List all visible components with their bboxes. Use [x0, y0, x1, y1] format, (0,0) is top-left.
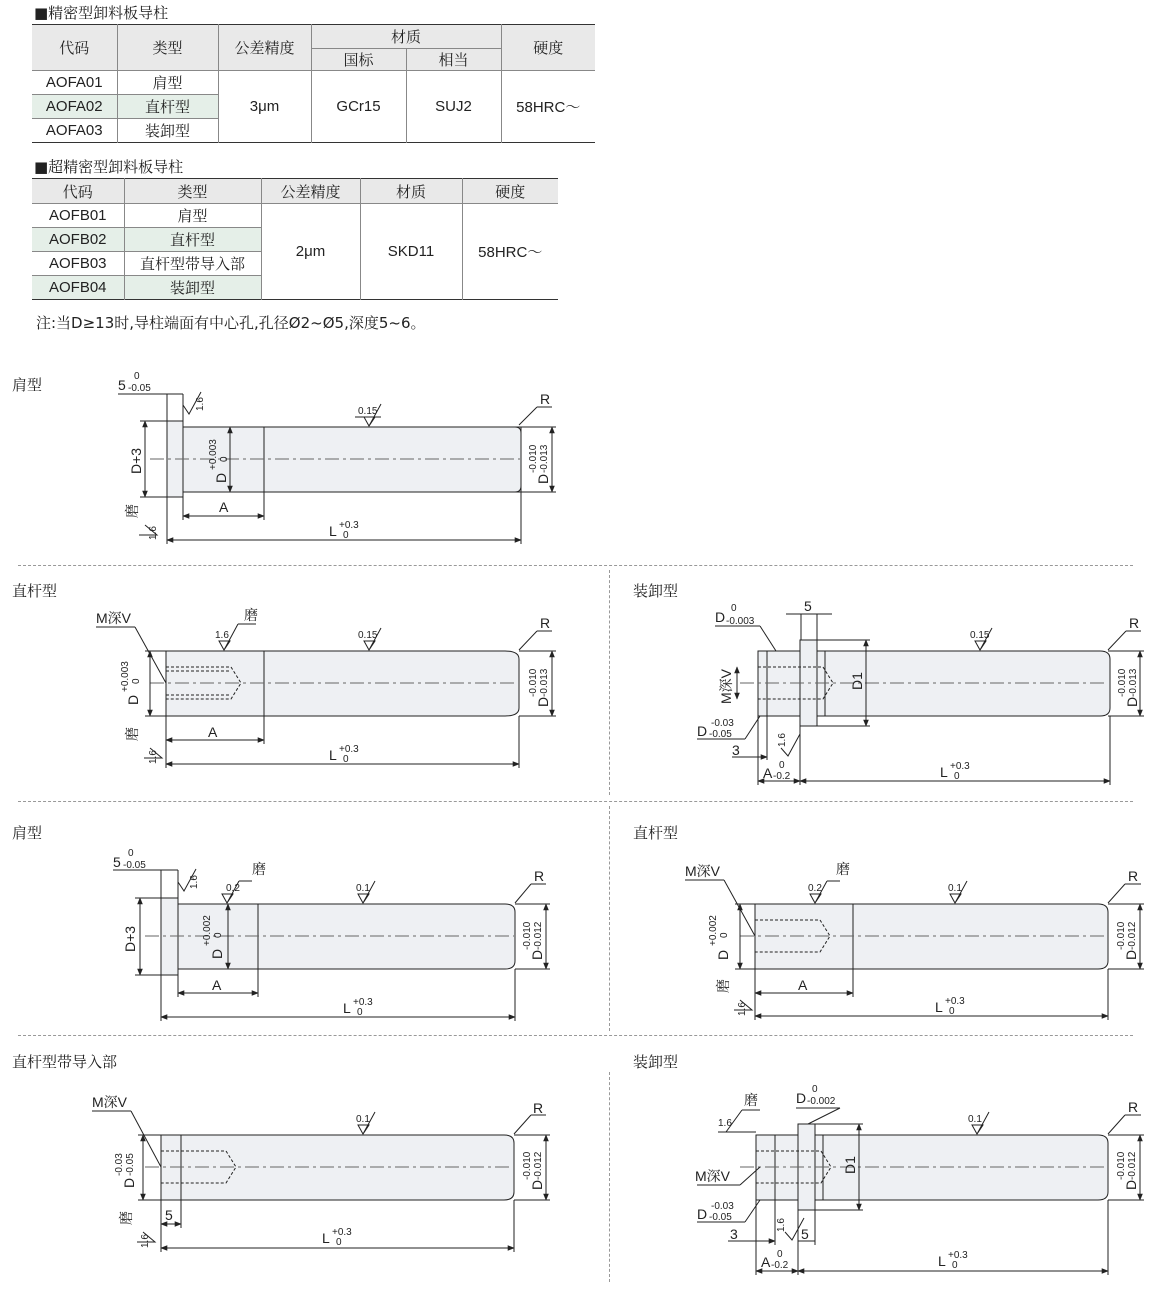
dim-text: L	[938, 1253, 946, 1269]
th-code: 代码	[32, 25, 117, 71]
drawing-straight-with-guide-type	[92, 1111, 550, 1252]
dim-text: 5	[165, 1207, 173, 1223]
dim-text: D	[697, 723, 708, 739]
dim-text: D	[1123, 949, 1139, 960]
dim-text: D	[125, 694, 141, 705]
dim-text: 0	[131, 678, 142, 684]
dim-text: A	[219, 499, 229, 515]
dim-text: D	[796, 1090, 807, 1106]
dim-text: R	[540, 391, 551, 407]
table2-title: ■超精密型卸料板导柱	[34, 158, 184, 176]
drawing-label: 直杆型带导入部	[12, 1053, 118, 1071]
dim-text: -0.2	[771, 1260, 789, 1271]
dim-text: 0	[219, 456, 230, 462]
dim-text: 1.6	[777, 733, 788, 747]
cell-gb: GCr15	[311, 71, 406, 143]
dim-text: -0.003	[726, 616, 755, 627]
dim-text: -0.013	[539, 668, 550, 697]
cell-tolerance: 2μm	[261, 204, 360, 300]
dim-text: 3	[730, 1226, 738, 1242]
dim-text: 0.15	[358, 630, 378, 641]
dim-text: D	[529, 949, 545, 960]
dim-text: -0.013	[1128, 668, 1139, 697]
footnote: 注:当D≥13时,导柱端面有中心孔,孔径Ø2~Ø5,深度5~6。	[36, 314, 426, 332]
dim-text: 5	[801, 1226, 809, 1242]
dim-text: A	[212, 977, 222, 993]
dim-text: -0.010	[1116, 921, 1127, 950]
dim-text: 0	[128, 848, 134, 859]
dim-text: 0.1	[968, 1114, 982, 1125]
dim-text: A	[798, 977, 808, 993]
drawing-removable-type-1	[697, 614, 1144, 785]
drawing-label: 肩型	[12, 376, 43, 394]
cell-code: AOFB02	[32, 228, 124, 252]
dim-text: L	[329, 523, 337, 539]
dim-text: D1	[842, 1156, 858, 1174]
dim-text: -0.05	[128, 383, 151, 394]
dim-text: 1.6	[195, 397, 206, 411]
cell-code: AOFB03	[32, 252, 124, 276]
th-code: 代码	[32, 179, 124, 204]
dim-text: 磨	[715, 979, 731, 993]
dim-text: 0	[949, 1006, 955, 1017]
drawing-straight-type-1	[96, 624, 556, 768]
dim-text: D	[121, 1177, 137, 1188]
drawing-label: 肩型	[12, 824, 43, 842]
dim-text: -0.03	[711, 718, 734, 729]
dim-text: 0	[336, 1237, 342, 1248]
dim-text: -0.05	[123, 860, 146, 871]
dim-text: 磨	[124, 727, 140, 741]
dim-text: 1.6	[140, 1234, 151, 1248]
dim-text: D1	[849, 672, 865, 690]
dim-text: -0.012	[533, 921, 544, 950]
dim-text: D	[209, 948, 225, 959]
dim-text: D	[535, 473, 551, 484]
dim-text: D	[697, 1206, 708, 1222]
dim-text: -0.010	[528, 668, 539, 697]
dim-text: -0.012	[1127, 921, 1138, 950]
dim-text: -0.05	[709, 729, 732, 740]
dim-text: 1.6	[148, 526, 159, 540]
dim-text: D+3	[128, 447, 144, 474]
dim-text: 1.6	[718, 1118, 732, 1129]
dim-text: 0.2	[808, 883, 822, 894]
dim-text: 1.6	[215, 630, 229, 641]
dim-text: 0.15	[358, 406, 378, 417]
cell-code: AOFB01	[32, 204, 124, 228]
dim-text: A	[761, 1254, 771, 1270]
dim-text: +0.3	[950, 761, 970, 772]
dim-text: D	[535, 696, 551, 707]
dim-text: 0	[952, 1260, 958, 1271]
dim-text: +0.002	[708, 915, 719, 946]
th-type: 类型	[124, 179, 261, 204]
dim-text: R	[1128, 868, 1139, 884]
dim-text: 3	[732, 742, 740, 758]
dim-text: 磨	[118, 1211, 134, 1225]
dim-text: +0.003	[120, 661, 131, 692]
dim-text: R	[534, 868, 545, 884]
dim-text: +0.3	[332, 1227, 352, 1238]
dim-text: -0.03	[711, 1201, 734, 1212]
dim-text: L	[329, 747, 337, 763]
dim-text: 0.1	[356, 883, 370, 894]
dim-text: +0.002	[202, 915, 213, 946]
drawing-label: 直杆型	[12, 582, 58, 600]
dim-text: 0.1	[948, 883, 962, 894]
dim-text: -0.05	[125, 1153, 136, 1176]
dim-text: 5	[118, 377, 126, 393]
dim-text: D	[213, 472, 229, 483]
cell-equivalent: SUJ2	[406, 71, 501, 143]
cell-type: 装卸型	[124, 276, 261, 300]
dim-text: R	[533, 1100, 544, 1116]
dim-text: -0.002	[807, 1096, 836, 1107]
dim-text: -0.03	[114, 1153, 125, 1176]
th-tolerance: 公差精度	[261, 179, 360, 204]
th-material: 材质	[311, 25, 501, 49]
dim-text: L	[940, 764, 948, 780]
cell-type: 肩型	[117, 71, 218, 95]
dim-text: D	[1124, 696, 1140, 707]
dim-text: -0.05	[709, 1212, 732, 1223]
cell-hardness: 58HRC～	[516, 99, 581, 116]
dim-text: M深V	[92, 1094, 127, 1110]
dim-text: 0	[213, 932, 224, 938]
dim-text: 0	[343, 530, 349, 541]
cell-type: 装卸型	[117, 119, 218, 143]
cell-material: SKD11	[360, 204, 462, 300]
dim-text: D	[715, 949, 731, 960]
dim-text: -0.2	[773, 771, 791, 782]
dim-text: 0.1	[356, 1114, 370, 1125]
dim-text: 1.6	[737, 1002, 748, 1016]
dim-text: A	[208, 724, 218, 740]
dim-text: D	[529, 1179, 545, 1190]
th-hardness: 硬度	[462, 179, 558, 204]
dim-text: L	[935, 999, 943, 1015]
th-type: 类型	[117, 25, 218, 71]
dim-text: 0	[777, 1249, 783, 1260]
th-tolerance: 公差精度	[218, 25, 311, 71]
dim-text: +0.3	[339, 520, 359, 531]
dim-text: 磨	[836, 861, 850, 877]
dim-text: 0	[357, 1007, 363, 1018]
dim-text: 0	[779, 760, 785, 771]
drawing-straight-type-2	[685, 880, 1144, 1020]
drawing-label: 直杆型	[633, 824, 679, 842]
drawing-removable-type-2	[697, 1108, 1144, 1275]
dim-text: 1.6	[776, 1218, 787, 1232]
dim-text: 磨	[124, 504, 140, 518]
dim-text: +0.3	[353, 997, 373, 1008]
dim-text: M深V	[96, 610, 131, 626]
dim-text: 0	[812, 1084, 818, 1095]
dim-text: 磨	[744, 1092, 758, 1108]
dim-text: A	[763, 765, 773, 781]
dim-text: +0.003	[208, 439, 219, 470]
dim-text: 1.6	[189, 875, 200, 889]
dim-text: 0	[134, 371, 140, 382]
dim-text: -0.012	[533, 1151, 544, 1180]
th-hardness: 硬度	[501, 25, 595, 71]
dim-text: M深V	[718, 669, 734, 704]
dim-text: -0.010	[522, 1151, 533, 1180]
dim-text: D	[715, 609, 726, 625]
cell-code: AOFB04	[32, 276, 124, 300]
dim-text: -0.010	[1117, 668, 1128, 697]
cell-hardness: 58HRC～	[478, 244, 543, 261]
dim-text: 0	[719, 932, 730, 938]
cell-type: 直杆型	[124, 228, 261, 252]
cell-type: 直杆型带导入部	[124, 252, 261, 276]
dim-text: R	[540, 615, 551, 631]
dim-text: 0.2	[226, 883, 240, 894]
cell-code: AOFA02	[32, 95, 117, 119]
dim-text: L	[343, 1000, 351, 1016]
drawing-shoulder-type-1	[118, 392, 556, 544]
dim-text: +0.3	[339, 744, 359, 755]
dim-text: -0.013	[539, 444, 550, 473]
dim-text: 0	[343, 754, 349, 765]
cell-type: 肩型	[124, 204, 261, 228]
dim-text: +0.3	[945, 996, 965, 1007]
cell-type: 直杆型	[117, 95, 218, 119]
th-gb: 国标	[311, 49, 406, 71]
dim-text: 磨	[244, 607, 258, 623]
dim-text: 磨	[252, 861, 266, 877]
dim-text: 1.6	[148, 750, 159, 764]
dim-text: 0	[954, 771, 960, 782]
th-material: 材质	[360, 179, 462, 204]
cell-tolerance: 3μm	[218, 71, 311, 143]
dim-text: 5	[804, 598, 812, 614]
table1-title: ■精密型卸料板导柱	[34, 4, 169, 22]
dim-text: +0.3	[948, 1250, 968, 1261]
cell-code: AOFA01	[32, 71, 117, 95]
dim-text: D+3	[122, 925, 138, 952]
dim-text: 0.15	[970, 630, 990, 641]
dim-text: 0	[731, 603, 737, 614]
dim-text: 5	[113, 854, 121, 870]
dim-text: -0.010	[1116, 1151, 1127, 1180]
dim-text: M深V	[685, 863, 720, 879]
drawing-shoulder-type-2	[113, 869, 550, 1021]
dim-text: -0.010	[522, 921, 533, 950]
dim-text: D	[1123, 1179, 1139, 1190]
dim-text: R	[1128, 1099, 1139, 1115]
dim-text: M深V	[695, 1168, 730, 1184]
th-equivalent: 相当	[406, 49, 501, 71]
dim-text: -0.012	[1127, 1151, 1138, 1180]
cell-code: AOFA03	[32, 119, 117, 143]
dim-text: L	[322, 1230, 330, 1246]
dim-text: -0.010	[528, 444, 539, 473]
drawing-label: 装卸型	[633, 1053, 679, 1071]
dim-text: R	[1129, 615, 1140, 631]
drawing-label: 装卸型	[633, 582, 679, 600]
